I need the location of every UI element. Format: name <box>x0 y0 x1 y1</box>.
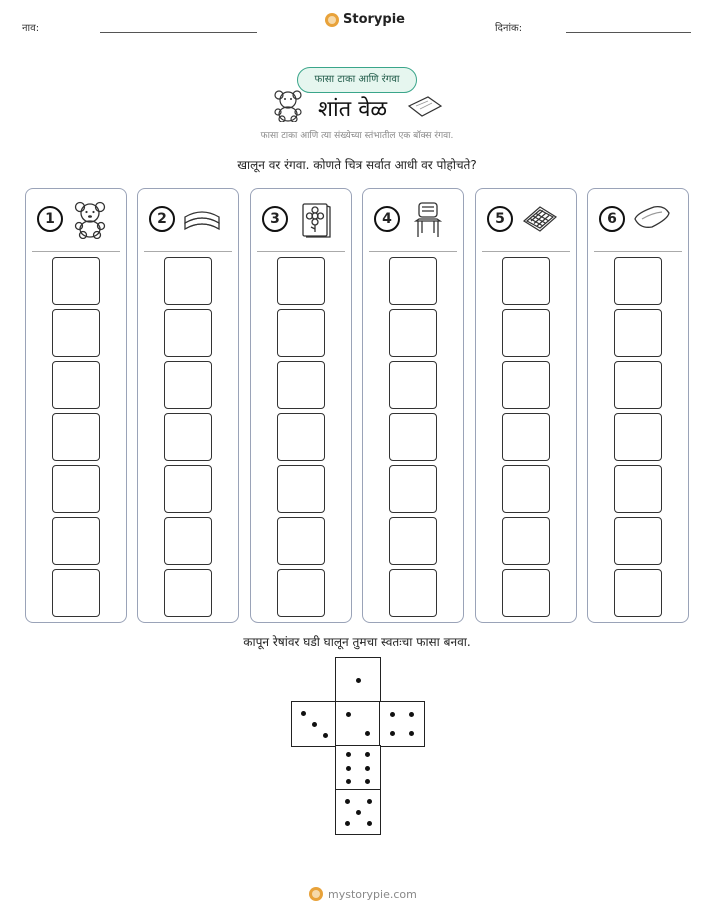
column-3 <box>250 188 352 623</box>
pip <box>365 779 370 784</box>
color-box[interactable] <box>164 465 212 513</box>
column-6 <box>587 188 689 623</box>
color-box[interactable] <box>614 309 662 357</box>
column-number: 1 <box>37 206 63 232</box>
color-box[interactable] <box>52 309 100 357</box>
rug-icon <box>520 199 560 239</box>
dice-face-1 <box>335 657 381 703</box>
color-box[interactable] <box>389 569 437 617</box>
divider <box>369 251 457 252</box>
color-box[interactable] <box>614 257 662 305</box>
activity-tag: फासा टाका आणि रंगवा <box>297 67 417 93</box>
color-box[interactable] <box>614 465 662 513</box>
color-box[interactable] <box>614 413 662 461</box>
footer <box>309 887 417 901</box>
color-box[interactable] <box>52 465 100 513</box>
column-1 <box>25 188 127 623</box>
cut-instruction: कापून रेषांवर घडी घालून तुमचा स्वतःचा फासा बनवा. <box>243 635 471 649</box>
color-box[interactable] <box>614 361 662 409</box>
column-number: 2 <box>149 206 175 232</box>
date-line[interactable] <box>566 32 691 33</box>
subtitle: फासा टाका आणि त्या संख्येच्या स्तंभातील एक बॉक्स रंगवा. <box>260 131 454 141</box>
name-line[interactable] <box>100 32 257 33</box>
color-box[interactable] <box>389 413 437 461</box>
color-box[interactable] <box>389 361 437 409</box>
color-box[interactable] <box>52 569 100 617</box>
dice-face-3 <box>291 701 337 747</box>
color-box[interactable] <box>277 257 325 305</box>
color-box[interactable] <box>614 569 662 617</box>
color-box[interactable] <box>164 257 212 305</box>
pip <box>390 712 395 717</box>
color-box[interactable] <box>277 569 325 617</box>
column-number: 4 <box>374 206 400 232</box>
color-box[interactable] <box>52 361 100 409</box>
color-box[interactable] <box>164 413 212 461</box>
color-box[interactable] <box>164 309 212 357</box>
picture-book-icon <box>295 199 335 239</box>
color-box[interactable] <box>277 361 325 409</box>
pip <box>409 712 414 717</box>
page-title: शांत वेळ <box>318 97 388 122</box>
column-5 <box>475 188 577 623</box>
pip <box>356 810 361 815</box>
pillow-icon <box>406 94 444 120</box>
pip <box>312 722 317 727</box>
chair-icon <box>407 199 447 239</box>
pip <box>345 799 350 804</box>
column-header <box>363 189 463 251</box>
color-box[interactable] <box>277 465 325 513</box>
pip <box>346 712 351 717</box>
dice-face-6 <box>335 745 381 791</box>
color-box[interactable] <box>164 517 212 565</box>
column-header <box>476 189 576 251</box>
pip <box>390 731 395 736</box>
color-box[interactable] <box>614 517 662 565</box>
teddy-bear-icon <box>272 88 304 122</box>
color-box[interactable] <box>277 517 325 565</box>
color-box[interactable] <box>502 413 550 461</box>
column-number: 5 <box>487 206 513 232</box>
column-2 <box>137 188 239 623</box>
color-box[interactable] <box>502 569 550 617</box>
color-box[interactable] <box>502 517 550 565</box>
pip <box>356 678 361 683</box>
color-box[interactable] <box>389 309 437 357</box>
pip <box>367 799 372 804</box>
column-header <box>588 189 688 251</box>
name-label: नाव: <box>22 23 40 34</box>
storypie-mascot-icon <box>325 13 339 27</box>
pip <box>365 766 370 771</box>
divider <box>257 251 345 252</box>
column-number: 3 <box>262 206 288 232</box>
pip <box>301 711 306 716</box>
brand-name: Storypie <box>343 12 405 27</box>
divider <box>594 251 682 252</box>
color-box[interactable] <box>164 569 212 617</box>
color-box[interactable] <box>389 465 437 513</box>
pip <box>323 733 328 738</box>
pip <box>365 752 370 757</box>
column-header <box>251 189 351 251</box>
color-box[interactable] <box>502 309 550 357</box>
color-box[interactable] <box>389 517 437 565</box>
color-box[interactable] <box>52 413 100 461</box>
dice-face-4 <box>379 701 425 747</box>
brand-logo <box>325 12 405 27</box>
teddy-bear-icon <box>70 199 110 239</box>
pillow-icon <box>632 199 672 239</box>
column-header <box>26 189 126 251</box>
storypie-mascot-icon <box>309 887 323 901</box>
color-box[interactable] <box>277 309 325 357</box>
dice-face-5 <box>335 789 381 835</box>
color-box[interactable] <box>502 257 550 305</box>
pip <box>346 779 351 784</box>
blanket-icon <box>182 199 222 239</box>
color-box[interactable] <box>52 517 100 565</box>
pip <box>367 821 372 826</box>
pip <box>346 752 351 757</box>
divider <box>144 251 232 252</box>
column-4 <box>362 188 464 623</box>
color-box[interactable] <box>502 361 550 409</box>
divider <box>482 251 570 252</box>
pip <box>365 731 370 736</box>
date-label: दिनांक: <box>495 23 523 34</box>
dice-face-2 <box>335 701 381 747</box>
color-box[interactable] <box>389 257 437 305</box>
color-box[interactable] <box>164 361 212 409</box>
pip <box>346 766 351 771</box>
coloring-instruction: खालून वर रंगवा. कोणते चित्र सर्वात आधी वर पोहोचते? <box>237 158 477 172</box>
column-header <box>138 189 238 251</box>
color-box[interactable] <box>502 465 550 513</box>
column-number: 6 <box>599 206 625 232</box>
pip <box>409 731 414 736</box>
color-box[interactable] <box>52 257 100 305</box>
divider <box>32 251 120 252</box>
pip <box>345 821 350 826</box>
color-box[interactable] <box>277 413 325 461</box>
footer-url[interactable]: mystorypie.com <box>328 887 417 901</box>
